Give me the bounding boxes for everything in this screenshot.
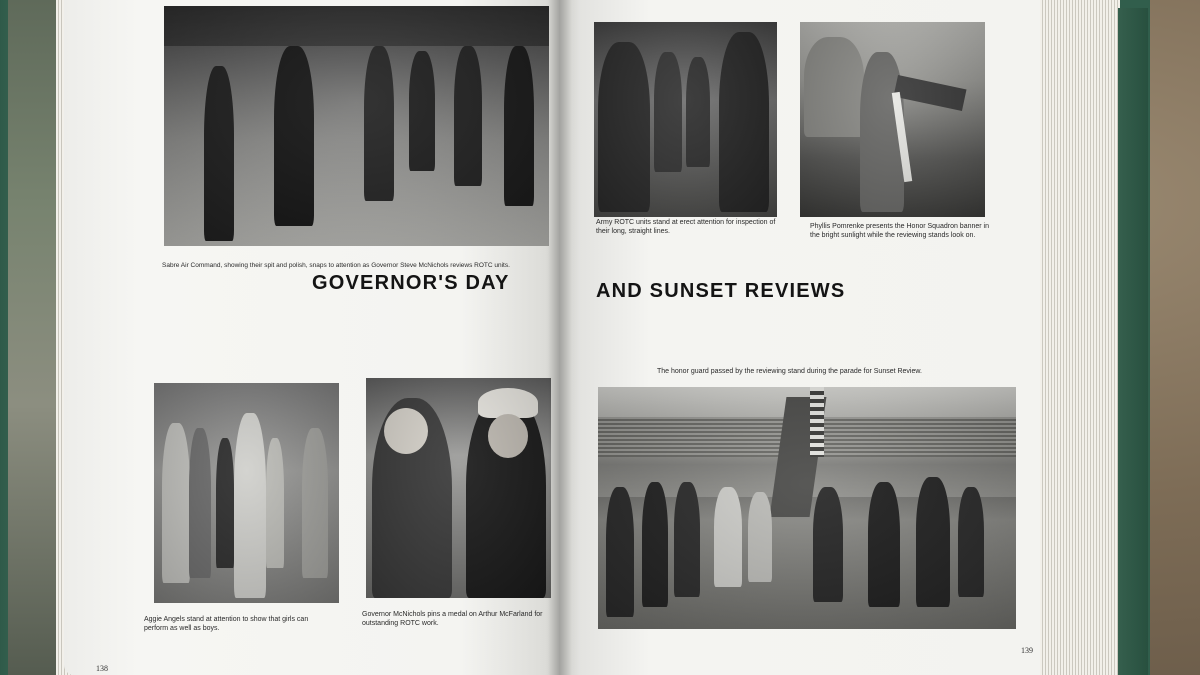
right-page-stack (1040, 0, 1120, 675)
caption-honor-guard: The honor guard passed by the reviewing stand during the parade for Sunset Review. (657, 368, 922, 375)
right-page-number: 139 (1021, 646, 1033, 655)
caption-aggie-angels: Aggie Angels stand at attention to show that girls can perform as well as boys. (144, 616, 309, 632)
photo-honor-guard (598, 387, 1016, 629)
left-page-number: 138 (96, 664, 108, 673)
left-page (64, 0, 560, 675)
caption-medal: Governor McNichols pins a medal on Arthur McFarland for outstanding ROTC work. (362, 611, 543, 627)
photo-honor-squadron-banner (800, 22, 985, 217)
right-page (560, 0, 1058, 675)
photo-army-rotc (594, 22, 777, 217)
photo-aggie-angels (154, 383, 339, 603)
book-gutter (548, 0, 572, 675)
caption-army-rotc: Army ROTC units stand at erect attention for inspection of their long, straight lines. (596, 219, 776, 235)
caption-honor-squadron-banner: Phyllis Pomrenke presents the Honor Squadron banner in the bright sunlight while the reviewing stands look on. (810, 223, 989, 239)
book-back-cover-edge (1118, 8, 1148, 675)
left-headline: GOVERNOR'S DAY (312, 272, 510, 294)
caption-sabre-air-command: Sabre Air Command, showing their spit and polish, snaps to attention as Governor Steve McNichols reviews ROTC units. (162, 262, 510, 269)
photo-medal (366, 378, 551, 598)
photo-sabre-air-command (164, 6, 549, 246)
right-headline: AND SUNSET REVIEWS (596, 280, 846, 302)
